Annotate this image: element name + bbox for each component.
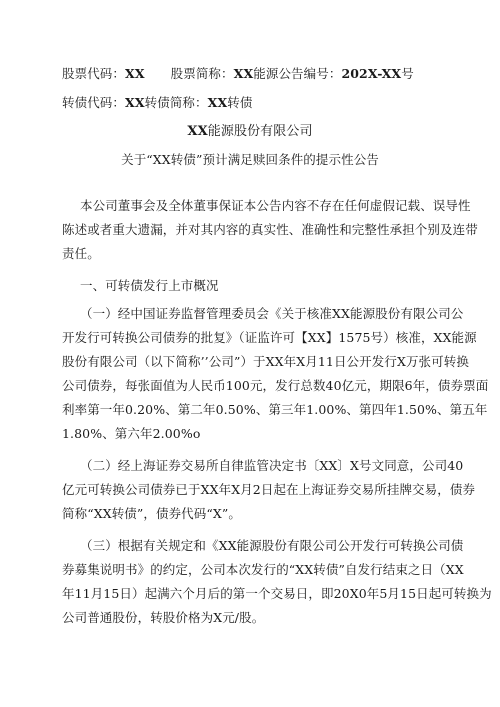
company-title-prefix: XX (187, 124, 208, 139)
para2-line: 亿元可转换公司债券已于XX年X月2日起在上海证券交易所挂牌交易，债券 (62, 482, 476, 497)
para2-line: 简称“XX转债”，债券代码“X”。 (62, 506, 241, 521)
stock-abbr-label: 股票简称： (170, 66, 234, 81)
statement-line: 责任。 (62, 246, 100, 261)
notice-subtitle: 关于“XX转债”预计满足赎回条件的提示性公告 (121, 152, 379, 167)
para2-line: （二）经上海证券交易所自律监管决定书〔XX〕X号文同意，公司40 (80, 458, 464, 473)
notice-no-suffix: 号 (401, 66, 414, 81)
para3-line: 券募集说明书》的约定，公司本次发行的“XX转债”自发行结束之日（XX (62, 562, 464, 577)
para3-line: （三）根据有关规定和《XX能源股份有限公司公开发行可转换公司债 (80, 538, 464, 553)
company-title-rest: 能源股份有限公司 (207, 124, 313, 139)
stock-code-label: 股票代码： (62, 66, 126, 81)
notice-no-value: 202X-XX (341, 66, 402, 81)
bond-abbr-suffix: 转债 (227, 95, 253, 110)
section-heading: 一、可转债发行上市概况 (80, 278, 219, 293)
notice-no-label: 能源公告编号： (253, 66, 342, 81)
header-line-stock (62, 66, 414, 82)
statement-line: 陈述或者重大遗漏，并对其内容的真实性、准确性和完整性承担个别及连带 (62, 222, 478, 237)
para1-line: 开发行可转换公司债券的批复》（证监许可【XX】1575号）核准，XX能源 (62, 330, 477, 345)
para3-line: 年11月15日）起满六个月后的第一个交易日，即20X0年5月15日起可转换为 (62, 586, 492, 601)
para3-line: 公司普通股份，转股价格为X元/股。 (62, 610, 265, 625)
bond-code-value: XX (125, 95, 145, 110)
statement-line: 本公司董事会及全体董事保证本公告内容不存在任何虚假记载、误导性 (80, 198, 471, 213)
para1-line: 公司债券，每张面值为人民币100元，发行总数40亿元，期限6年，债券票面 (62, 378, 489, 393)
para1-line: 1.80%、第六年2.00%o (62, 426, 201, 441)
stock-abbr-value: XX (233, 66, 254, 81)
bond-code-label: 转债代码： (62, 95, 126, 110)
company-title (0, 124, 500, 140)
header-line-bond (62, 95, 252, 111)
stock-code-value: XX (125, 66, 145, 81)
para1-line: 利率第一年0.20%、第二年0.50%、第三年1.00%、第四年1.50%、第五年 (62, 402, 488, 417)
para1-line: 股份有限公司（以下简称’’公司”）于XX年X月11日公开发行X万张可转换 (62, 354, 469, 369)
para1-line: （一）经中国证券监督管理委员会《关于核准XX能源股份有限公司公 (80, 306, 464, 321)
bond-abbr-label: 转债简称： (144, 95, 208, 110)
bond-abbr-value: XX (207, 95, 228, 110)
